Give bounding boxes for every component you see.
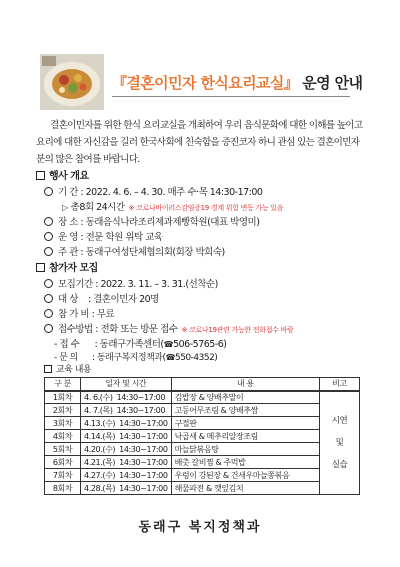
session-cell: 6회차 bbox=[45, 456, 81, 469]
section-heading-recruit: 참가자 모집 bbox=[36, 262, 98, 275]
col-header-content: 내 용 bbox=[171, 378, 319, 391]
overview-organizer: 주 관 : 동래구여성단체협의회(회장 박희숙) bbox=[44, 246, 225, 259]
time-text: 14:30~17:00 bbox=[119, 444, 168, 454]
datetime-cell bbox=[81, 391, 172, 404]
remark-line: 실습 bbox=[331, 459, 348, 470]
content-cell: 낙곱새 & 메추리알장조림 bbox=[171, 430, 319, 443]
table-row bbox=[45, 391, 360, 404]
overview-hours: ▷ 총8회 24시간 ※ 코로나바이러스감염증19 경계 위험 변동 가능 있음 bbox=[62, 202, 284, 213]
table-row bbox=[45, 404, 360, 417]
remark-line: 및 bbox=[335, 437, 344, 448]
time-text: 14:30~17:00 bbox=[116, 405, 166, 415]
col-header-remark: 비고 bbox=[320, 378, 360, 391]
recruit-reception: - 접 수 : 동래구가족센터(☎506-5765-6) bbox=[54, 339, 227, 350]
remark-cell bbox=[320, 391, 360, 495]
arrow-right-icon: ▷ bbox=[62, 203, 68, 212]
circle-bullet-icon bbox=[44, 247, 53, 256]
session-cell: 3회차 bbox=[45, 417, 81, 430]
time-text: 14:30~17:00 bbox=[116, 392, 166, 402]
content-cell: 구절판 bbox=[171, 417, 319, 430]
intro-paragraph: 결혼이민자를 위한 한식 요리교실을 개최하여 우리 음식문화에 대한 이해를 높이고 요리에 대한 자신감을 길러 한국사회에 친숙함을 증진코자 하니 관심 있는 결혼이민자 분의 많은 참여를 바랍니다. bbox=[36, 120, 363, 165]
date-text: 4.14.(목) bbox=[84, 431, 116, 441]
page-title bbox=[112, 72, 362, 93]
circle-bullet-icon bbox=[44, 217, 53, 226]
recruit-target: 대 상 : 결혼이민자 20명 bbox=[44, 293, 159, 306]
recruit-inquiry: - 문 의 : 동래구복지정책과(☎550-4352) bbox=[54, 353, 218, 363]
header bbox=[40, 54, 380, 114]
title-rest: 운영 안내 bbox=[302, 74, 363, 92]
date-text: 4.20.(수) bbox=[84, 444, 116, 454]
covid-notice: ※ 코로나바이러스감염증19 경계 위험 변동 가능 있음 bbox=[128, 204, 284, 212]
datetime-cell bbox=[81, 443, 172, 456]
covid-phone-notice: ※ 코로나19관련 가능한 전화접수 바람 bbox=[181, 326, 294, 334]
circle-bullet-icon bbox=[44, 309, 53, 318]
col-header-session: 구 분 bbox=[45, 378, 81, 391]
date-text: 4.21.(목) bbox=[84, 457, 116, 467]
content-cell: 김밥장 & 양배추말이 bbox=[171, 391, 319, 404]
datetime-cell bbox=[81, 482, 172, 495]
table-row bbox=[45, 456, 360, 469]
circle-bullet-icon bbox=[44, 324, 53, 333]
session-cell: 5회차 bbox=[45, 443, 81, 456]
table-header-row bbox=[45, 378, 360, 391]
session-cell: 8회차 bbox=[45, 482, 81, 495]
datetime-cell bbox=[81, 469, 172, 482]
remark-line: 시연 bbox=[331, 415, 348, 426]
time-text: 14:30~17:00 bbox=[119, 418, 168, 428]
content-cell: 마늘닭볶음탕 bbox=[171, 443, 319, 456]
table-row bbox=[45, 443, 360, 456]
session-cell: 7회차 bbox=[45, 469, 81, 482]
session-cell: 1회차 bbox=[45, 391, 81, 404]
date-text: 4.28.(목) bbox=[84, 483, 116, 493]
time-text: 14:30~17:00 bbox=[119, 483, 168, 493]
time-text: 14:30~17:00 bbox=[119, 457, 168, 467]
time-text: 14:30~17:00 bbox=[119, 470, 168, 480]
table-row bbox=[45, 469, 360, 482]
circle-bullet-icon bbox=[44, 294, 53, 303]
checkbox-square-icon bbox=[36, 263, 45, 272]
datetime-cell bbox=[81, 430, 172, 443]
overview-place: 장 소 : 동래음식나라조리제과제빵학원(대표 박영미) bbox=[44, 216, 259, 229]
datetime-cell bbox=[81, 456, 172, 469]
date-text: 4.13.(수) bbox=[84, 418, 116, 428]
title-underline bbox=[112, 96, 350, 97]
circle-bullet-icon bbox=[44, 279, 53, 288]
content-cell: 고등어무조림 & 양배추쌈 bbox=[171, 404, 319, 417]
table-row bbox=[45, 482, 360, 495]
content-cell: 우렁이 강된장 & 건새우마늘쫑볶음 bbox=[171, 469, 319, 482]
square-bullet-icon bbox=[44, 365, 52, 373]
date-text: 4. 7.(목) bbox=[84, 405, 113, 415]
table-row bbox=[45, 417, 360, 430]
content-cell: 배춧 갈비찜 & 주먹밥 bbox=[171, 456, 319, 469]
recruit-method: 접수방법 : 전화 또는 방문 접수 ※ 코로나19관련 가능한 전화접수 바람 bbox=[44, 323, 294, 337]
time-text: 14:30~17:00 bbox=[119, 431, 168, 441]
table-row bbox=[45, 430, 360, 443]
schedule-table bbox=[44, 377, 360, 495]
recruit-period: 모집기간 : 2022. 3. 11. – 3. 31.(선착순) bbox=[44, 278, 218, 291]
session-cell: 4회차 bbox=[45, 430, 81, 443]
overview-operation: 운 영 : 전문 학원 위탁 교육 bbox=[44, 231, 163, 244]
section-heading-overview: 행사 개요 bbox=[36, 170, 89, 183]
recruit-fee: 참 가 비 : 무료 bbox=[44, 308, 114, 321]
overview-period: 기 간 : 2022. 4. 6. – 4. 30. 매주 수·목 14:30-17:00 bbox=[44, 186, 262, 199]
food-dish-photo bbox=[40, 54, 104, 110]
col-header-datetime: 일자 및 시간 bbox=[81, 378, 172, 391]
checkbox-square-icon bbox=[36, 171, 45, 180]
date-text: 4.27.(수) bbox=[84, 470, 116, 480]
datetime-cell bbox=[81, 404, 172, 417]
datetime-cell bbox=[81, 417, 172, 430]
date-text: 4. 6.(수) bbox=[84, 392, 113, 402]
phone-icon: ☎ bbox=[163, 340, 174, 349]
circle-bullet-icon bbox=[44, 187, 53, 196]
circle-bullet-icon bbox=[44, 232, 53, 241]
footer-department: 동래구 복지정책과 bbox=[138, 520, 262, 535]
title-highlight: 『결혼이민자 한식요리교실』 bbox=[112, 74, 299, 92]
curriculum-heading: 교육 내용 bbox=[44, 364, 91, 377]
session-cell: 2회차 bbox=[45, 404, 81, 417]
content-cell: 해물파전 & 깻잎김치 bbox=[171, 482, 319, 495]
phone-icon: ☎ bbox=[165, 353, 175, 362]
